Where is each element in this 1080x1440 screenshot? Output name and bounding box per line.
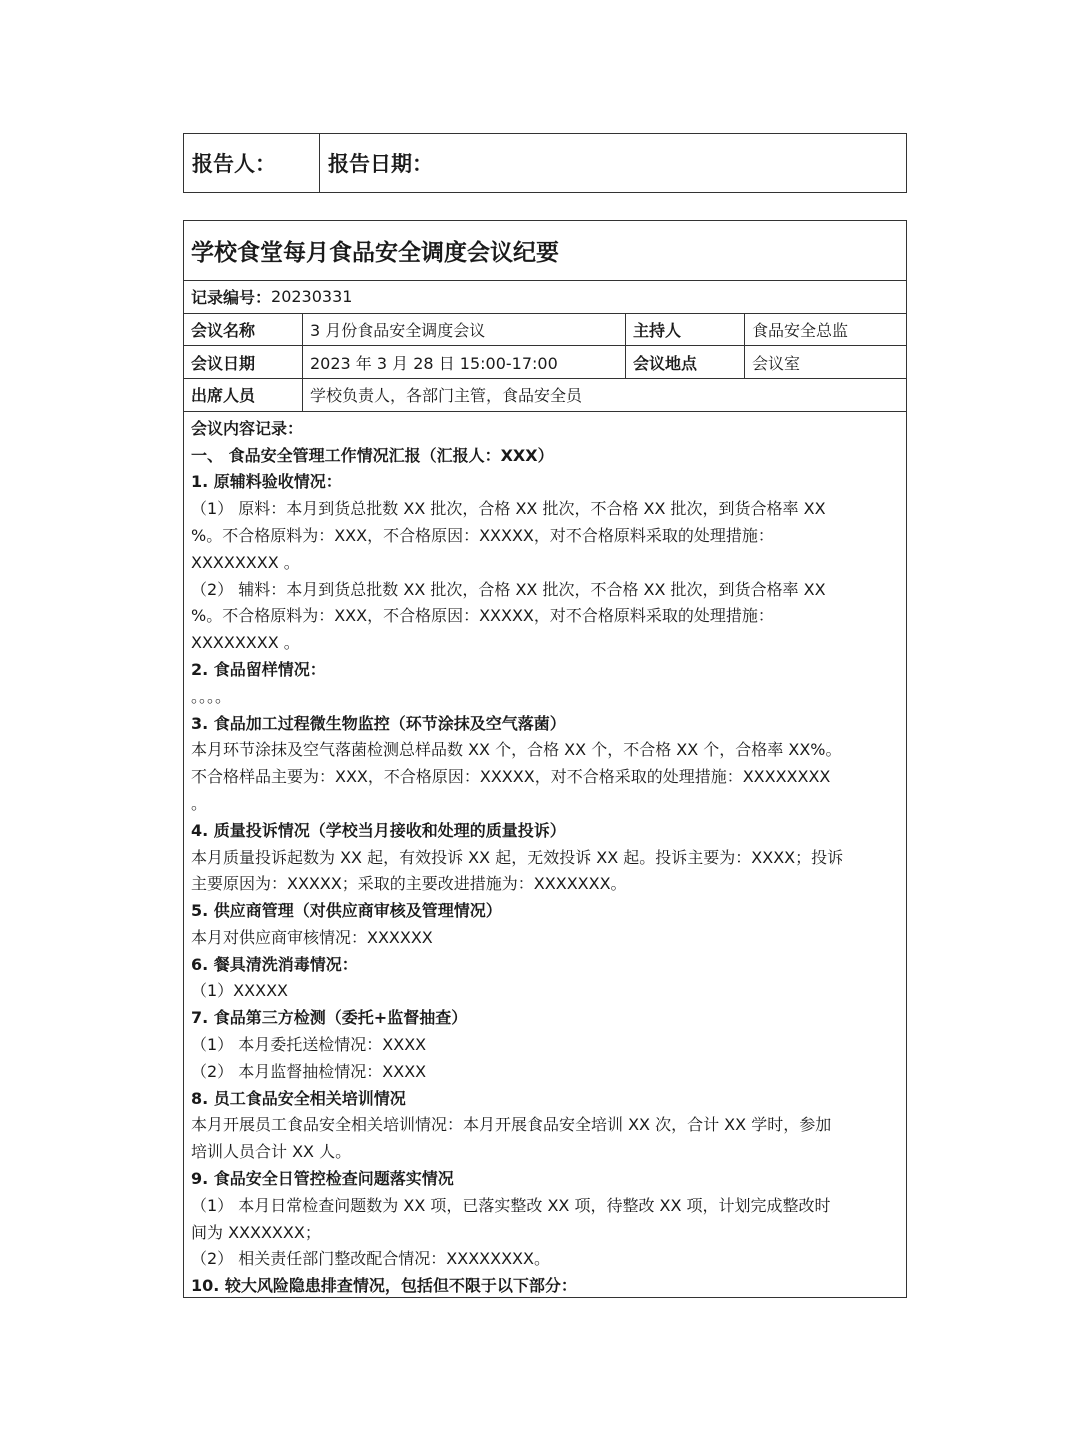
meeting-name-value: 3 月份食品安全调度会议 bbox=[303, 314, 626, 346]
content-heading: 2. 食品留样情况： bbox=[191, 659, 326, 679]
content-heading: 1. 原辅料验收情况： bbox=[191, 472, 342, 492]
content-line: （2） 相关责任部门整改配合情况：XXXXXXXX。 bbox=[191, 1249, 550, 1269]
content-heading: 6. 餐具清洗消毒情况： bbox=[191, 954, 358, 974]
reporter-label: 报告人： bbox=[184, 134, 320, 192]
content-line: 间为 XXXXXXX； bbox=[191, 1222, 321, 1242]
content-line: %。不合格原料为：XXX，不合格原因：XXXXX，对不合格原料采取的处理措施： bbox=[191, 606, 774, 626]
attendees-label: 出席人员 bbox=[184, 379, 303, 411]
content-line: 本月质量投诉起数为 XX 起，有效投诉 XX 起，无效投诉 XX 起。投诉主要为：XXXX；投诉 bbox=[191, 847, 844, 867]
content-line: （1） 原料：本月到货总批数 XX 批次，合格 XX 批次，不合格 XX 批次，到货合格率 XX bbox=[191, 499, 826, 519]
content-line: 不合格样品主要为：XXX，不合格原因：XXXXX，对不合格采取的处理措施：XXXXXXXX bbox=[191, 767, 831, 787]
attendees-value: 学校负责人，各部门主管，食品安全员 bbox=[310, 386, 583, 406]
record-number-row bbox=[184, 281, 906, 314]
content-line: （2） 本月监督抽检情况：XXXX bbox=[191, 1061, 427, 1081]
content-line: 本月开展员工食品安全相关培训情况：本月开展食品安全培训 XX 次，合计 XX 学时，参加 bbox=[191, 1115, 832, 1135]
host-label: 主持人 bbox=[626, 314, 745, 346]
reporter-table bbox=[183, 133, 907, 193]
content-line: （1） 本月委托送检情况：XXXX bbox=[191, 1035, 427, 1055]
content-line: 主要原因为：XXXXX；采取的主要改进措施为：XXXXXXX。 bbox=[191, 874, 627, 894]
content-heading: 会议内容记录： bbox=[191, 418, 304, 438]
content-line: （1）XXXXX bbox=[191, 981, 288, 1001]
content-line: 培训人员合计 XX 人。 bbox=[191, 1142, 352, 1162]
content-heading: 7. 食品第三方检测（委托+监督抽查） bbox=[191, 1008, 468, 1028]
meeting-content bbox=[184, 412, 906, 1298]
meeting-date-value: 2023 年 3 月 28 日 15:00-17:00 bbox=[303, 346, 626, 378]
record-number-value: 20230331 bbox=[271, 287, 353, 307]
content-line: %。不合格原料为：XXX，不合格原因：XXXXX，对不合格原料采取的处理措施： bbox=[191, 525, 774, 545]
content-line: （1） 本月日常检查问题数为 XX 项，已落实整改 XX 项，待整改 XX 项，计划完成整改时 bbox=[191, 1195, 831, 1215]
content-line: XXXXXXXX 。 bbox=[191, 552, 300, 572]
content-line: 。。。。 bbox=[191, 686, 232, 706]
meeting-minutes-table bbox=[183, 220, 907, 1298]
meeting-date-row bbox=[184, 346, 906, 379]
content-heading: 9. 食品安全日管控检查问题落实情况 bbox=[191, 1169, 454, 1189]
content-line: XXXXXXXX 。 bbox=[191, 633, 300, 653]
content-heading: 一、 食品安全管理工作情况汇报（汇报人：XXX） bbox=[191, 445, 554, 465]
host-value: 食品安全总监 bbox=[752, 321, 849, 341]
content-heading: 5. 供应商管理（对供应商审核及管理情况） bbox=[191, 901, 502, 921]
content-line: （2） 辅料：本月到货总批数 XX 批次，合格 XX 批次，不合格 XX 批次，到货合格率 XX bbox=[191, 579, 826, 599]
location-label: 会议地点 bbox=[626, 346, 745, 378]
content-heading: 10. 较大风险隐患排查情况，包括但不限于以下部分： bbox=[191, 1276, 577, 1296]
content-line: 本月对供应商审核情况：XXXXXX bbox=[191, 927, 433, 947]
attendees-row bbox=[184, 379, 906, 412]
meeting-name-row bbox=[184, 314, 906, 347]
location-value: 会议室 bbox=[752, 353, 801, 373]
content-heading: 4. 质量投诉情况（学校当月接收和处理的质量投诉） bbox=[191, 820, 566, 840]
report-date-label: 报告日期： bbox=[328, 152, 433, 176]
meeting-date-label: 会议日期 bbox=[184, 346, 303, 378]
content-line: 。 bbox=[191, 793, 208, 813]
meeting-name-label: 会议名称 bbox=[184, 314, 303, 346]
record-number-label: 记录编号： bbox=[191, 288, 272, 308]
content-heading: 8. 员工食品安全相关培训情况 bbox=[191, 1088, 406, 1108]
content-heading: 3. 食品加工过程微生物监控（环节涂抹及空气落菌） bbox=[191, 713, 566, 733]
content-line: 本月环节涂抹及空气落菌检测总样品数 XX 个，合格 XX 个，不合格 XX 个，合格率 XX%。 bbox=[191, 740, 842, 760]
document-title: 学校食堂每月食品安全调度会议纪要 bbox=[184, 221, 906, 281]
